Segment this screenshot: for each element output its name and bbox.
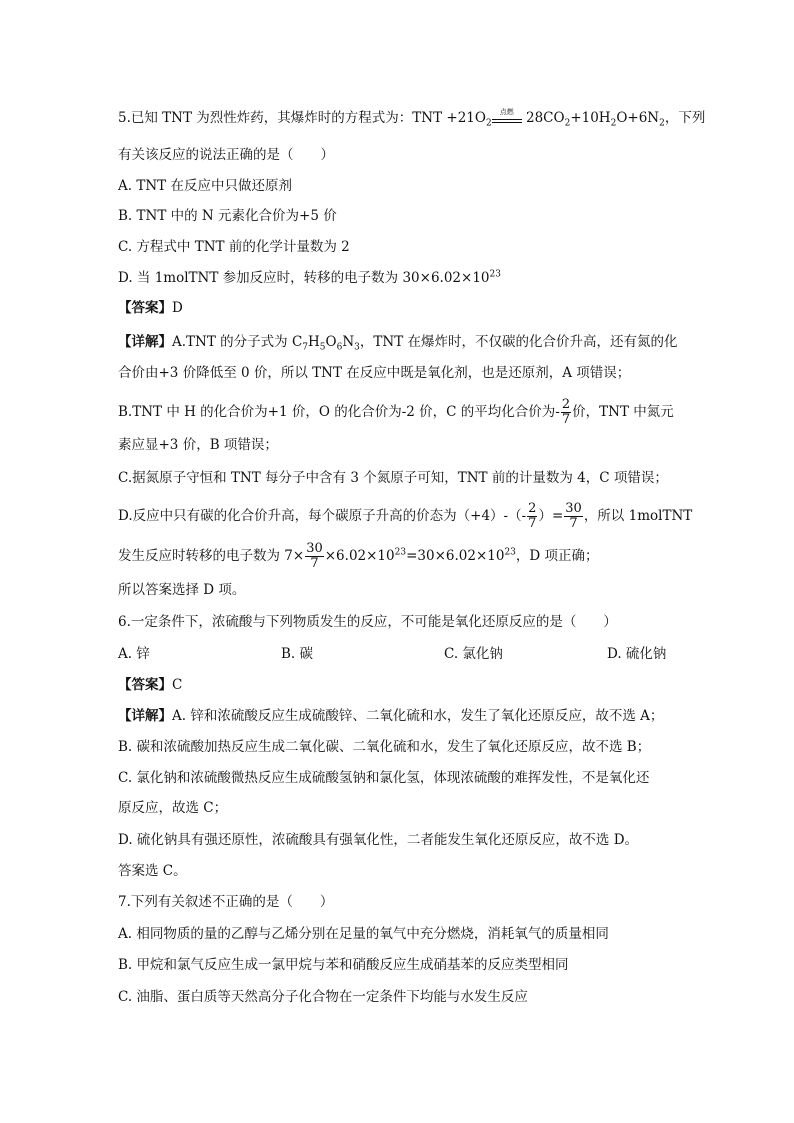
answer-value: C	[172, 677, 183, 693]
detail-text: ，TNT 在爆炸时，不仅碳的化合价升高，还有氮的化	[359, 334, 678, 350]
q6-option-d: D. 硫化钠	[607, 646, 667, 662]
fraction	[527, 502, 537, 531]
fraction-numerator: 2	[561, 397, 571, 412]
superscript: 23	[504, 547, 516, 558]
detail-text: A.TNT 的分子式为 C	[172, 334, 303, 350]
detail-text: A. 锌和浓硫酸反应生成硫酸锌、二氧化硫和水，发生了氧化还原反应，故不选 A；	[172, 708, 664, 724]
detail-text: ）=	[538, 508, 564, 524]
superscript: 23	[394, 547, 407, 558]
fraction-numerator: 30	[306, 541, 323, 556]
detail-text: ×6.02×10	[324, 548, 395, 564]
q5-option-a: A. TNT 在反应中只做还原剂	[118, 178, 292, 194]
q6-option-c: C. 氯化钠	[444, 646, 503, 662]
detail-text: 发生反应时转移的电子数为 7×	[118, 548, 305, 564]
q6-detail-b: B. 碳和浓硫酸加热反应生成二氧化碳、二氧化硫和水，发生了氧化还原反应，故不选 B；	[118, 739, 651, 755]
q6-option-b: B. 碳	[281, 646, 314, 662]
detail-text: O	[325, 334, 337, 350]
reaction-condition-label: 点燃	[499, 107, 514, 116]
answer-value: D	[172, 300, 183, 316]
q5-detail-d-line2	[118, 542, 684, 571]
q6-option-a: A. 锌	[118, 646, 150, 662]
detail-text: ，所以 1molTNT	[583, 508, 693, 524]
fraction-denominator: 7	[528, 516, 537, 531]
detail-text: B.TNT 中 H 的化合价为+1 价，O 的化合价为-2 价，C 的平均化合价为-	[118, 404, 560, 420]
answer-label: 【答案】	[118, 677, 172, 693]
q5-stem-text: +10H	[570, 110, 611, 126]
q5-option-d-text: D. 当 1molTNT 参加反应时，转移的电子数为 30×6.02×10	[118, 270, 490, 286]
fraction-denominator: 7	[310, 556, 319, 571]
fraction	[305, 542, 324, 571]
q6-options	[118, 644, 684, 664]
fraction-numerator: 30	[565, 501, 582, 516]
q6-detail-c-line2: 原反应，故选 C；	[118, 800, 228, 816]
detail-text: N	[342, 334, 355, 350]
subscript: 6	[336, 342, 343, 353]
detail-label: 【详解】	[118, 334, 172, 350]
q5-option-b: B. TNT 中的 N 元素化合价为+5 价	[118, 208, 337, 224]
q7-stem: 7.下列有关叙述不正确的是（ ）	[118, 894, 334, 910]
q5-stem-text: O+6N	[616, 110, 660, 126]
subscript: 3	[354, 342, 360, 353]
detail-text: 价，TNT 中氮元	[572, 404, 674, 420]
q5-detail-a-line1	[118, 332, 684, 352]
fraction	[561, 398, 571, 427]
q6-detail-d: D. 硫化钠具有强还原性，浓硫酸具有强氧化性，二者能发生氧化还原反应，故不选 D。	[118, 832, 639, 848]
q6-stem: 6.一定条件下，浓硫酸与下列物质发生的反应，不可能是氧化还原反应的是（ ）	[118, 614, 617, 630]
detail-text: ，D 项正确；	[515, 548, 599, 564]
detail-text: =30×6.02×10	[406, 548, 505, 564]
subscript: 2	[610, 118, 617, 129]
q5-stem-line1	[118, 107, 706, 129]
q5-detail-d-line1	[118, 501, 693, 531]
subscript: 2	[659, 118, 665, 129]
fraction-numerator: 2	[528, 501, 537, 516]
q5-conclusion: 所以答案选择 D 项。	[118, 582, 246, 598]
q6-answer	[118, 675, 684, 695]
q5-stem-line2: 有关该反应的说法正确的是（ ）	[118, 147, 334, 163]
fraction	[564, 502, 583, 531]
superscript: 23	[489, 269, 501, 280]
q7-option-c: C. 油脂、蛋白质等天然高分子化合物在一定条件下均能与水发生反应	[118, 989, 528, 1005]
q5-answer	[118, 298, 684, 318]
q5-stem-text: ，下列	[664, 110, 706, 126]
fraction-denominator: 7	[561, 412, 571, 427]
q7-option-a: A. 相同物质的量的乙醇与乙烯分别在足量的氧气中充分燃烧，消耗氧气的质量相同	[118, 926, 609, 942]
subscript: 5	[319, 342, 326, 353]
answer-label: 【答案】	[118, 300, 172, 316]
reaction-condition-arrow	[492, 107, 522, 124]
q5-option-d	[118, 268, 684, 288]
detail-text: D.反应中只有碳的化合价升高，每个碳原子升高的价态为（+4）-（-	[118, 508, 527, 524]
subscript: 2	[564, 118, 571, 129]
q6-detail-c-line1: C. 氯化钠和浓硫酸微热反应生成硫酸氢钠和氯化氢，体现浓硫酸的难挥发性，不是氧化还	[118, 770, 650, 786]
subscript: 2	[485, 118, 492, 129]
q5-detail-b-line1	[118, 398, 684, 427]
fraction-denominator: 7	[569, 516, 578, 531]
q5-option-c: C. 方程式中 TNT 前的化学计量数为 2	[118, 239, 350, 255]
q6-detail-a	[118, 706, 684, 726]
q5-stem-text: 5.已知 TNT 为烈性炸药，其爆炸时的方程式为：TNT +21O	[118, 110, 486, 126]
q5-detail-b-line2: 素应显+3 价，B 项错误；	[118, 437, 278, 453]
q5-detail-c: C.据氮原子守恒和 TNT 每分子中含有 3 个氮原子可知，TNT 前的计量数为 4，C 项错误；	[118, 470, 668, 486]
q5-detail-a-line2: 合价由+3 价降低至 0 价，所以 TNT 在反应中既是氧化剂，也是还原剂，A 项错误；	[118, 365, 631, 381]
q7-option-b: B. 甲烷和氯气反应生成一氯甲烷与苯和硝酸反应生成硝基苯的反应类型相同	[118, 957, 569, 973]
subscript: 7	[302, 342, 309, 353]
detail-label: 【详解】	[118, 708, 172, 724]
q5-stem-text: 28CO	[521, 110, 565, 126]
detail-text: H	[308, 334, 320, 350]
q6-conclusion: 答案选 C。	[118, 863, 187, 879]
